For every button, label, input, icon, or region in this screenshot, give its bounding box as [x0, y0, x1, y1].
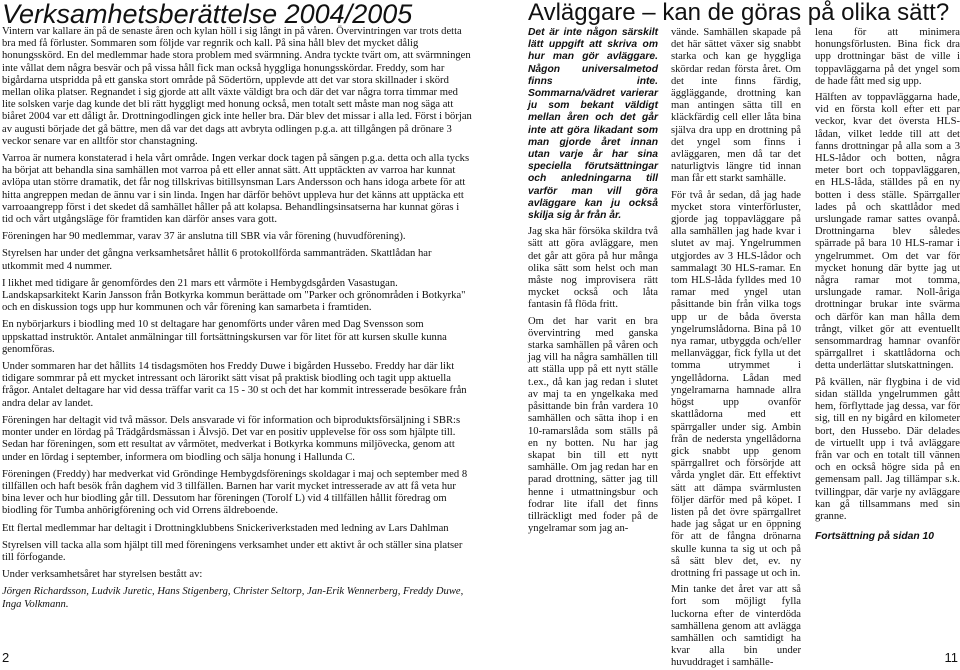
page-number: 2 [2, 650, 10, 665]
board-members: Jörgen Richardsson, Ludvik Juretic, Hans Stigenberg, Christer Seltorp, Jan-Erik Wennerberg, Freddy Duwe, Inga Volkmann. [2, 586, 464, 610]
paragraph: Föreningen har 90 medlemmar, varav 37 är anslutna till SBR via vår förening (huvudförening). [2, 231, 406, 243]
left-page [0, 0, 480, 668]
paragraph: För två år sedan, då jag hade mycket stora vinterförluster, gjorde jag toppavläggare på alla samhällen jag hade kvar i slutet av maj. Yngelrummen utgjordes av 3 HLS-lådor och sammalagt 30 HLS-ramar. En tom HLS-låda fylldes med 10 ramar med yngel utan påsittande bin från vilka togs upp ur de båda översta yngelrumslådorna. Bina på 10 nya ramar, utbyggda och/eller mellanväggar, fick fylla ut det tomma utrymmet i yngellådorna. Lådan med yngelramarna hamnade allra högst upp ovanför skattlådorna med ett spärrgaller under sig. Ambin från de nedersta yngellådorna gick snabbt upp genom spärrgallret och försörjde att vårda ynglet där. Ett effektivt sätt att dämpa svärmlusten följer därför med på köpet. I listen på det övre spärrgallret hade jag sågat ur en öppning för att de fångna drönarna skulle kunna ta sig ut och på så sätt blev det, ev. ny drottning fri passage ut och in. [671, 189, 801, 579]
right-page [480, 0, 960, 668]
paragraph: Varroa är numera konstaterad i hela vårt område. Ingen verkar dock tagen på sängen p.g.a. detta och alla tycks ha börjat att behandla sina samhällen mot varroa på ett eller annat sätt. Att upptäckten av varroa har kunnat avlöpa utan större dramatik, det får nog tillskrivas bitillsynsman Lars Andersson och hans idoga arbete för att hitta angreppen medan de ännu var i sin linda. Ingen har därför behövt uppleva hur det känns att upptäcka ett varroaangrepp först i det skedet då samhället håller på att kolapsa. Behandlingsinsatserna har kunnat göras i tid och vårt utgångsläge för framtiden kan därför anses vara gott. [2, 153, 470, 226]
article-title: Avläggare – kan de göras på olika sätt? [528, 0, 950, 26]
article-column-1 [528, 27, 658, 637]
page-number: 11 [944, 650, 958, 665]
paragraph: Min tanke det året var att så fort som möjligt fylla luckorna efter de vinterdöda samhällena genom att avlägga samhällen och samtidigt ha kvar alla bin under huvuddraget i samhälle- [671, 584, 801, 669]
paragraph: En nybörjarkurs i biodling med 10 st deltagare har genomförts under våren med Dag Svensson som uppskattad instruktör. Antalet anmälningar till fortsättningskursen var för litet för att kursen skulle kunna genomföras. [2, 319, 447, 355]
paragraph: I likhet med tidigare år genomfördes den 21 mars ett vårmöte i Hembygdsgården Vasastugan. Landskapsarkitekt Karin Jansson från Botkyrka kommun berättade om "Parker och grönområden i Botkyrka" och en diskussion togs upp hur kommunen och vår förening kan samarbeta i framtiden. [2, 277, 466, 314]
left-page-title: Verksamhetsberättelse 2004/2005 [2, 0, 413, 29]
continued-note: Fortsättning på sidan 10 [815, 531, 935, 543]
paragraph: Under sommaren har det hållits 14 tisdagsmöten hos Freddy Duwe i bigården Hussebo. Freddy har där likt tidigare sommrar på ett mycket intressant och lärorikt sätt visat på praktisk biodling och tagit upp aktuella frågor. Antalet deltagare har vid dessa träffar varit ca 15 - 30 st och det har kommit intresserade besökare från andra delar av landet. [2, 361, 467, 409]
paragraph: Föreningen har deltagit vid två mässor. Dels ansvarade vi för information och biproduktsförsäljning i SBR:s monter under en lördag på Trädgårdsmässan i Älvsjö. Det var en positiv upplevelse för oss som hjälpte till. Sedan har föreningen, som ett resultat av vårmötet, medverkat i Botkyrka kommuns miljövecka, genom att under en lördag i september, informera om biodling och sälja honung i Hallunda C. [2, 414, 461, 463]
paragraph: Hälften av toppavläggarna hade, vid en första koll efter ett par veckor, kvar det översta HLS-lådan, vilket ledde till att det fanns drottningar på alla som a 3 HLS-lådor och botten, några meter bort och toppavläggaren, en HLS-låda, ställdes på en ny botten i dess ställe. Spärrgaller lades på och skattlådor med urslungade ramar sattes ovanpå. Drottningarna blev således spärrade på bara 10 HLS-ramar i yngelrummet. Om det var för mycket honung där bytte jag ut några ramar mot tomma, urslungade ramar. Noll-åriga drottningar brukar inte svärma och därför kan man hålla dem trångt, vilket gör att eventuellt sensommardrag hamnar ovanför spärrgallret i skattlådorna och detta underlättar slutskattningen. [815, 92, 960, 372]
paragraph: Föreningen (Freddy) har medverkat vid Gröndinge Hembygdsförenings skoldagar i maj och september med 8 tillfällen och haft besök från daghem vid 3 tillfällen. Barnen har varit mycket intresserade av att få veta hur bina lever och hur biodling går till. Dessutom har föreningen (Torolf L) vid 4 tillfällen hållit föredrag om biodling för Tumba anhörigförening och vid Orrens äldreboende. [2, 468, 468, 517]
paragraph: Ett flertal medlemmar har deltagit i Drottningklubbens Snickeriverkstaden med ledning av Lars Dahlman [2, 522, 449, 534]
paragraph: Styrelsen har under det gångna verksamhetsåret hållit 6 protokollförda sammanträden. Skattlådan har utkommit med 4 nummer. [2, 248, 432, 272]
paragraph: Under verksamhetsåret har styrelsen bestått av: [2, 569, 203, 581]
paragraph: Vintern var kallare än på de senaste åren och kylan höll i sig långt in på våren. Övervintringen var trots detta bra med få förluster. Sommaren som följde var regnrik och kall. På sina håll blev det mycket dålig honungsskörd. En del medlemmar hade stora problem med svärmning. Andra tyckte tvärt om, att svärmningen inte vållat dem några besvär och på vissa håll fick man också hyggliga honungsskördar. Freddy, som har bigårdarna utspridda på ett ganska stort område på Södertörn, upplevde att det var stora skillnader i skörd mellan olika platser. Regnandet i sig gjorde att allt växte väldigt bra och där det var några torra timmar med lite solsken varje dag kunde det bli rätt hyggligt med honung också, men totalt sett måste man nog säga att biåret 2004 var ett dåligt år. Drottningodlingen gick inte heller bra. Där blev det missar i alla led. Först i början av augusti började det gå bättre, men då var det dags att avbryta odlingen p.g.a. att tillgången på drönare 3 veckor senare var en alltför stor chanstagning. [2, 26, 472, 147]
article-lead: Det är inte någon särskilt lätt uppgift att skriva om hur man gör avläggare. Någon universalmetod finns inte. Sommarna/vädret varierar ju som bekant väldigt mellan åren och det går inte att göra likadant som man gjorde året innan utan varje år har sina speciella förutsättningar och anledningarna till varför man vill göra avläggare kan ju också skilja sig år från år. [528, 27, 658, 222]
article-column-3 [815, 27, 960, 637]
paragraph: lena för att minimera honungsförlusten. Bina fick dra upp drottningar bäst de ville i toppavläggarna på det yngel som de hade fått med sig upp. [815, 27, 960, 87]
paragraph: vände. Samhällen skapade på det här sättet växer sig snabbt starka och kan ge hyggliga skördar redan första året. Om det inte finns färdig, äggläggande, drottning kan man antingen sätta till en kläckfärdig cell eller låta bina själva dra upp en drottning på det yngel som finns i avläggaren, men då tar det naturligtvis längre tid innan man får ett starkt samhälle. [671, 27, 801, 185]
article-column-2 [671, 27, 801, 669]
annual-report-body [2, 26, 472, 616]
paragraph: Om det har varit en bra övervintring med ganska starka samhällen på våren och jag vill ha några samhällen till att ställa upp på ett nytt ställe t.ex., då kan jag redan i slutet av maj ta en yngelkaka med påsittande bin från vardera 10 samhällen och sätta ihop i en 10-ramarslåda som ställs på en ny botten. Nu har jag skapat bin till ett nytt samhälle. Om jag redan har en parad drottning, sätter jag till henne i utmattningsbur och fodrar lite ifall det finns tillräckligt med foder på de yngelramar som jag an- [528, 315, 658, 535]
paragraph: Jag ska här försöka skildra två sätt att göra avläggare, men det går att göra på hur många olika sätt som helst och man måste nog improvisera rätt mycket också och låta fantasin få flöda fritt. [528, 226, 658, 311]
paragraph: Styrelsen vill tacka alla som hjälpt till med föreningens verksamhet under ett aktivt år och ställer sina platser till förfogande. [2, 539, 463, 563]
paragraph: På kvällen, när flygbina i de vid sidan ställda yngelrummen gått hem, förflyttade jag dessa, var för sig, till en ny bigård en kilometer bort, den Hussebo. Där delades de virtuellt upp i två avläggare från var och en totalt till vännen och en också högre sida på en gemensam pall. Jag tillämpar s.k. tvillingpar, där varje ny avläggare kan gå tillsammans med sin granne. [815, 376, 960, 522]
